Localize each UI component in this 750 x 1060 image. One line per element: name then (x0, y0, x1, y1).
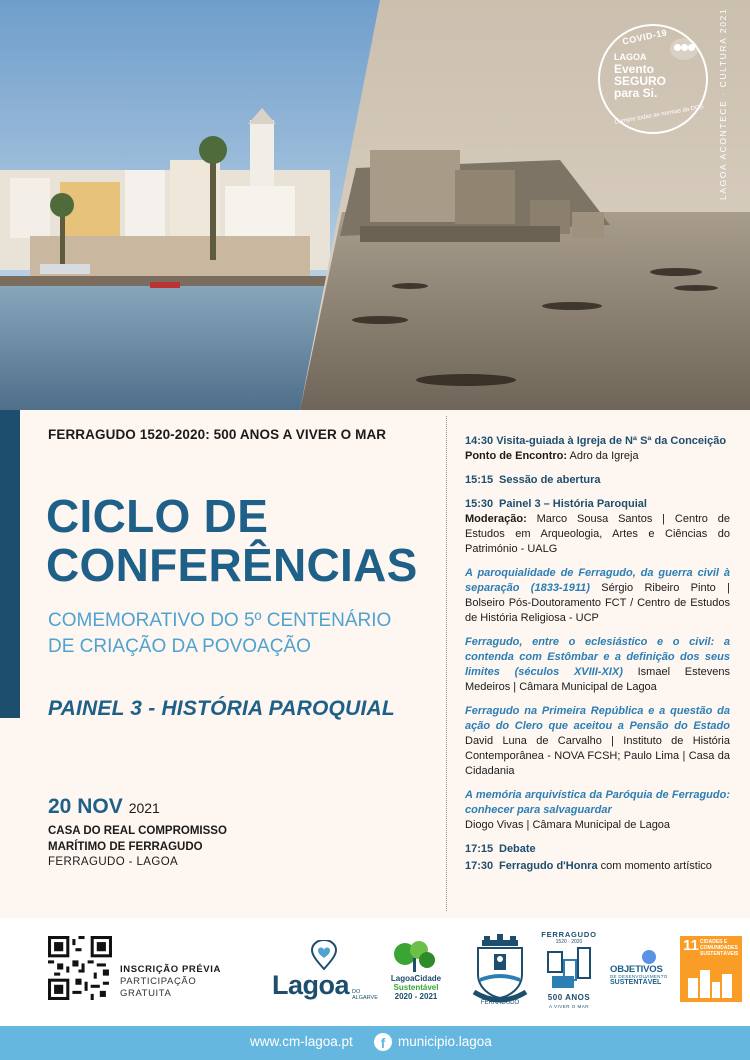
program-visit (465, 434, 730, 464)
closing-title: Ferragudo d'Honra (499, 860, 598, 872)
ods-sus: SUSTENTÁVEL (610, 979, 662, 986)
badge-line-1: Evento (614, 62, 655, 76)
sustentavel-line-3: 2020 - 2021 (394, 992, 438, 1001)
registration-line-3: GRATUITA (120, 988, 172, 999)
panel-time: 15:30 (465, 498, 494, 510)
lagoa-wordmark: Lagoa (272, 970, 350, 1000)
title-line-1: CICLO DE (46, 490, 269, 542)
program-talk-2 (465, 635, 730, 695)
program-closing (465, 859, 730, 874)
badge-sub: Cumpre todas as normas da DGS (614, 104, 705, 126)
sdg-label: CIDADES E COMUNIDADES SUSTENTÁVEIS (700, 939, 739, 957)
vertical-credit: LAGOA ACONTECE · CULTURA 2021 (718, 7, 728, 200)
hero-photo (0, 0, 750, 410)
closing-time: 17:30 (465, 860, 494, 872)
opening-time: 15:15 (465, 474, 494, 486)
lagoa-sub: DO ALGARVE (352, 989, 378, 1001)
ods-de: DE DESENVOLVIMENTO (610, 974, 668, 979)
badge-covid-label: COVID-19 (621, 27, 669, 47)
program-talk-3 (465, 704, 730, 779)
sdg-number: 11 (683, 937, 699, 954)
facebook-handle-link[interactable]: municipio.lagoa (398, 1034, 492, 1049)
talk-1-title: A paroquialidade de Ferragudo, da guerra civil à separação (1833-1911) (465, 567, 730, 594)
program-talk-4 (465, 788, 730, 833)
program-opening (465, 473, 730, 488)
closing-note: com momento artístico (600, 860, 712, 872)
un-globe-icon (642, 950, 656, 964)
moderation-text: Marco Sousa Santos | Centro de Estudos em Arqueologia, Artes e Ciências do Património - UALG (465, 513, 730, 555)
program-debate (465, 842, 730, 857)
website-link[interactable]: www.cm-lagoa.pt (250, 1034, 353, 1049)
badge-line-2: SEGURO (614, 74, 667, 88)
lagoa-logo (272, 940, 376, 1004)
sustentavel-line-2: Sustentável (393, 983, 439, 992)
talk-4-speaker: Diogo Vivas | Câmara Municipal de Lagoa (465, 819, 671, 831)
venue-place: FERRAGUDO - LAGOA (48, 856, 179, 868)
panel-title: PAINEL 3 - HISTÓRIA PAROQUIAL (48, 697, 395, 720)
ods-logo (608, 950, 674, 990)
event-date (48, 795, 160, 819)
program-panel (465, 497, 730, 557)
facebook-icon[interactable]: f (374, 1033, 392, 1051)
debate-time: 17:15 (465, 843, 494, 855)
f500-years: 1520 · 2020 (555, 939, 583, 945)
accent-bar (0, 410, 20, 718)
city-icon (686, 966, 736, 998)
registration-line-2: PARTICIPAÇÃO (120, 976, 197, 987)
meeting-place: Adro da Igreja (569, 450, 639, 462)
talk-4-title: A memória arquivística da Paróquia de Ferragudo: conhecer para salvaguardar (465, 789, 730, 816)
moderation-label: Moderação: (465, 513, 527, 525)
talk-1-speaker: Sérgio Ribeiro Pinto | Bolseiro Pós-Doutoramento FCT / Centro de Estudos de História Religiosa - UCP (465, 582, 730, 624)
subtitle (48, 608, 438, 660)
debate-title: Debate (499, 843, 536, 855)
lagoa-sustentavel-logo (375, 940, 455, 1006)
sustentavel-line-1: LagoaCidade (390, 974, 442, 983)
qr-code-icon[interactable] (48, 936, 112, 1000)
talk-3-speaker: David Luna de Carvalho | Instituto de História Contemporânea - NOVA FCSH; Paulo Lima | Casa da Cidadania (465, 735, 730, 777)
registration-info (120, 964, 221, 1000)
registration-line-1: INSCRIÇÃO PRÉVIA (120, 964, 221, 975)
visit-time: 14:30 (465, 435, 494, 447)
talk-3-title: Ferragudo na Primeira República e a questão da ação do Clero que aceitou a Pensão do Estado (465, 705, 730, 732)
heart-pin-icon (310, 940, 338, 970)
main-title (46, 492, 446, 590)
sdg-11-logo (680, 936, 742, 1002)
talk-2-speaker: Ismael Estevens Medeiros | Câmara Municipal de Lagoa (465, 666, 730, 693)
sustentavel-text (377, 974, 455, 1001)
badge-brand: LAGOA (614, 52, 647, 62)
venue-line-2: MARÍTIMO DE FERRAGUDO (48, 841, 203, 853)
ferragudo-crest-logo (470, 934, 530, 1008)
panel-session-title: Painel 3 – História Paroquial (499, 498, 647, 510)
footer (0, 1026, 750, 1060)
program (465, 434, 730, 874)
crest-label: FERRAGUDO (480, 1000, 520, 1006)
venue (48, 823, 227, 855)
ods-obj: OBJETIVOS (610, 964, 663, 975)
f500-top: FERRAGUDO (541, 930, 597, 939)
title-line-2: CONFERÊNCIAS (46, 539, 418, 591)
covid-safe-badge (598, 24, 708, 134)
badge-text (614, 63, 684, 99)
program-talk-1 (465, 566, 730, 626)
f500-bottom: 500 ANOS (547, 993, 591, 1002)
subtitle-line-2: DE CRIAÇÃO DA POVOAÇÃO (48, 636, 311, 657)
venue-line-1: CASA DO REAL COMPROMISSO (48, 825, 227, 837)
meeting-label: Ponto de Encontro: (465, 450, 568, 462)
column-divider (446, 416, 447, 911)
date-year: 2021 (128, 800, 160, 816)
subtitle-line-1: COMEMORATIVO DO 5º CENTENÁRIO (48, 610, 392, 631)
houses-icon (546, 946, 592, 992)
badge-line-3: para Si. (614, 86, 658, 100)
tree-icon (375, 940, 455, 974)
overtitle: FERRAGUDO 1520-2020: 500 ANOS A VIVER O MAR (48, 427, 387, 442)
talk-2-title: Ferragudo, entre o eclesiástico e o civil: a contenda com Estômbar e a definição dos seus limites (séculos XVIII-XIX) (465, 636, 730, 678)
people-icon (670, 38, 698, 60)
date-day: 20 NOV (48, 795, 123, 818)
ferragudo-500-logo (540, 930, 598, 1012)
opening-title: Sessão de abertura (499, 474, 601, 486)
visit-title: Visita-guiada à Igreja de Nª Sª da Conceição (496, 435, 727, 447)
f500-tag: A VIVER O MAR (548, 1004, 589, 1009)
